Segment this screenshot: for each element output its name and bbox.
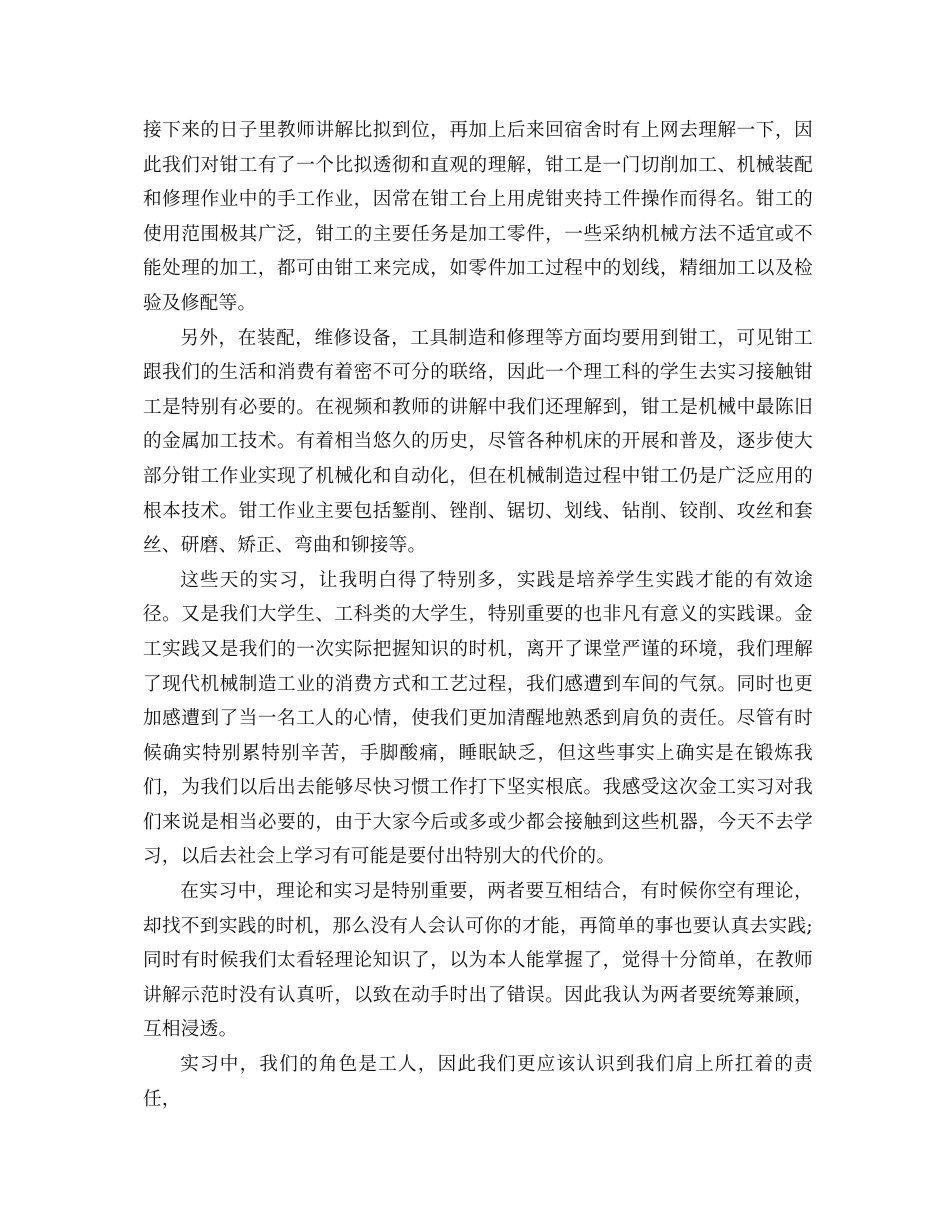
paragraph-5: 实习中，我们的角色是工人，因此我们更应该认识到我们肩上所扛着的责任，: [143, 1054, 813, 1110]
paragraph-3: 这些天的实习，让我明白得了特别多，实践是培养学生实践才能的有效途径。又是我们大学生、工科类的大学生，特别重要的也非凡有意义的实践课。金工实践又是我们的一次实际把握知识的时机，离开了课堂严谨的环境，我们理解了现代机械制造工业的消费方式和工艺过程，我们感遭到车间的气氛。同时也更加感遭到了当一名工人的心情，使我们更加清醒地熟悉到肩负的责任。尽管有时候确实特别累特别辛苦，手脚酸痛，睡眠缺乏，但这些事实上确实是在锻炼我们，为我们以后出去能够尽快习惯工作打下坚实根底。我感受这次金工实习对我们来说是相当必要的，由于大家今后或多或少都会接触到这些机器，今天不去学习，以后去社会上学习有可能是要付出特别大的代价的。: [143, 569, 813, 868]
document-body: [143, 114, 813, 1117]
paragraph-4: 在实习中，理论和实习是特别重要，两者要互相结合，有时候你空有理论，却找不到实践的时机，那么没有人会认可你的才能，再简单的事也要认真去实践;同时有时候我们太看轻理论知识了，以为本人能掌握了，觉得十分简单，在教师讲解示范时没有认真听，以致在动手时出了错误。因此我认为两者要统筹兼顾，互相浸透。: [143, 881, 813, 1041]
paragraph-1: 接下来的日子里教师讲解比拟到位，再加上后来回宿舍时有上网去理解一下，因此我们对钳工有了一个比拟透彻和直观的理解，钳工是一门切削加工、机械装配和修理作业中的手工作业，因常在钳工台上用虎钳夹持工件操作而得名。钳工的使用范围极其广泛，钳工的主要任务是加工零件，一些采纳机械方法不适宜或不能处理的加工，都可由钳工来完成，如零件加工过程中的划线，精细加工以及检验及修配等。: [143, 120, 813, 314]
paragraph-2: 另外，在装配，维修设备，工具制造和修理等方面均要用到钳工，可见钳工跟我们的生活和消费有着密不可分的联络，因此一个理工科的学生去实习接触钳工是特别有必要的。在视频和教师的讲解中我们还理解到，钳工是机械中最陈旧的金属加工技术。有着相当悠久的历史，尽管各种机床的开展和普及，逐步使大部分钳工作业实现了机械化和自动化，但在机械制造过程中钳工仍是广泛应用的根本技术。钳工作业主要包括錾削、锉削、锯切、划线、钻削、铰削、攻丝和套丝、研磨、矫正、弯曲和铆接等。: [143, 327, 813, 557]
